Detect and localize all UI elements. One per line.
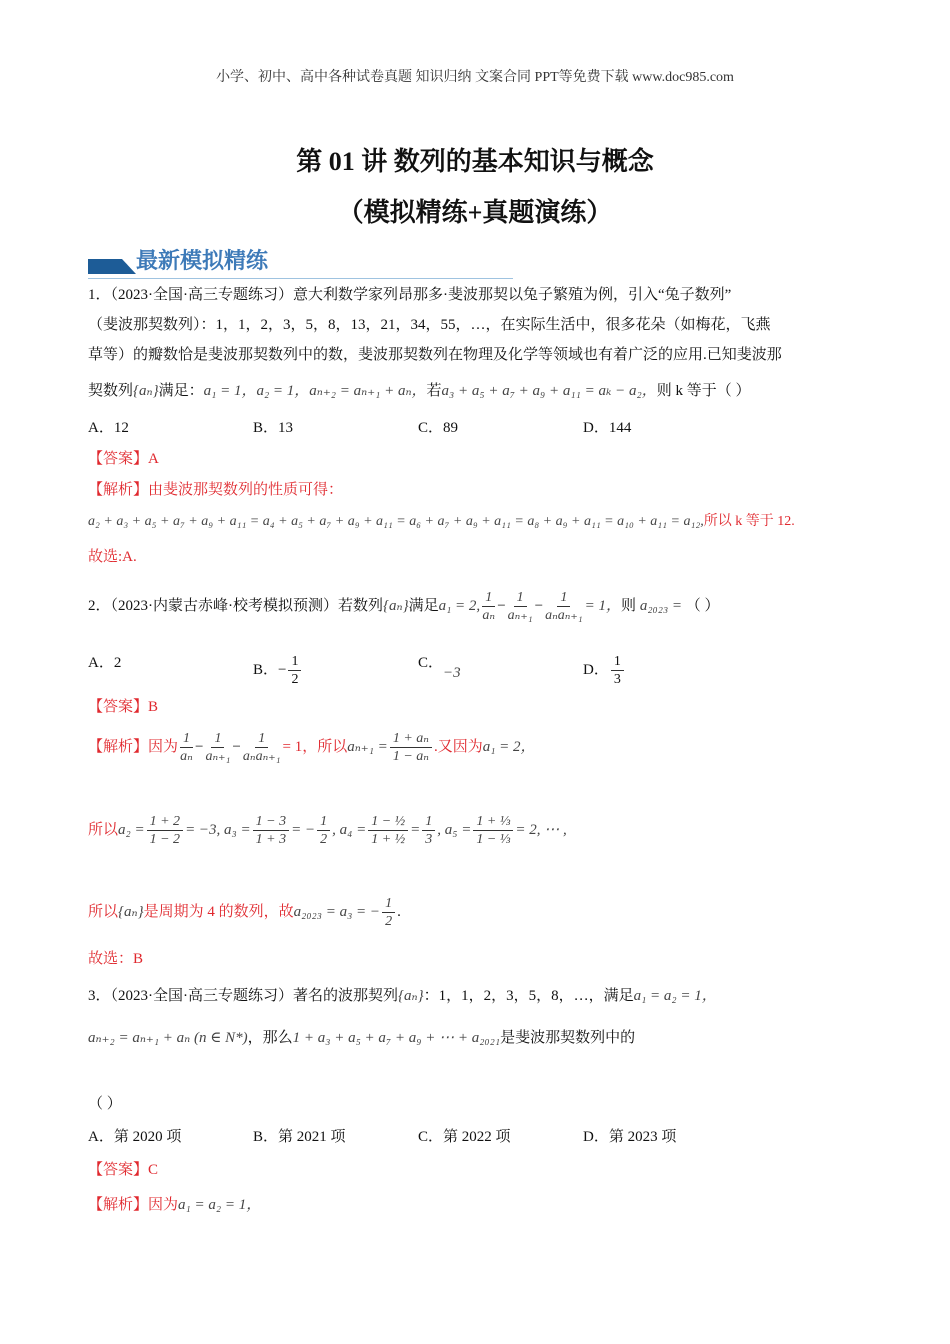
fraction [205,730,230,765]
math: a₁ = a₂ = 1， [633,988,717,1004]
q3-analysis [88,1195,261,1215]
fraction [253,813,289,848]
math: a₂ = [118,822,145,838]
num: 1 − 3 [253,813,289,831]
q1-line4 [88,381,751,401]
text: ：1，1，2，3，5，8，…，满足 [423,988,634,1004]
math: {aₙ} [383,598,409,614]
q3-answer: 【答案】C [88,1162,159,1178]
num: 1 [611,653,624,671]
num: 1 [514,589,527,607]
fraction [482,589,495,624]
q2-option-c [418,653,461,681]
text: .又因为 [433,739,483,755]
text: = 1，所以 [282,739,348,755]
label: D． [583,661,609,678]
q1-choose: 故选:A. [88,549,137,565]
text: 则 k 等于（ ） [656,383,751,399]
num: 1 [211,730,224,748]
den: aₙ [180,749,193,765]
num: 1 [382,895,395,913]
den: aₙ₊₁ [205,749,231,765]
text: 【解析】因为 [88,1197,179,1213]
den: 2 [291,672,299,687]
q2-analysis-1: 【解析】因为 $\frac{1}{\text{aₙ}}$ − $\frac{1}{\text{aₙ₊₁}}$ − 1 aₙaₙ₊₁ = 1，所以aₙ₊₁ = $\frac{\text{1 + aₙ}}{\text{1 − aₙ}}$ .又因为a₁ = 2， [88,731,536,765]
banner-block [88,259,122,274]
math: = [410,822,421,838]
value: −3 [443,665,461,681]
math: a₂₀₂₃ = a₃ = − [293,904,381,920]
den: aₙaₙ₊₁ [545,608,583,624]
math: = 1， [584,598,622,614]
q2-options [88,643,868,687]
text: 契数列 [88,383,134,399]
q3-option-b: B．第 2021 项 [253,1129,346,1145]
math: aₙ₊₂ = aₙ₊₁ + aₙ (n ∈ N*) [88,1030,248,1046]
q2-choose: 故选：B [88,951,144,967]
q3-option-c: C．第 2022 项 [418,1129,511,1145]
num: 1 [557,589,570,607]
fraction [180,730,193,765]
section-title: 最新模拟精练 [136,249,269,274]
q1-option-c: C．89 [418,420,459,436]
banner-triangle [122,259,136,274]
page-header: 小学、初中、高中各种试卷真题 知识归纳 文案合同 PPT等免费下载 www.doc985.com [216,70,734,85]
den: aₙ [482,608,496,624]
text: 满足 [408,598,439,614]
text: 若 [426,383,442,399]
fraction [390,730,432,765]
q1-option-d: D．144 [583,420,632,436]
q1-options [88,418,868,438]
den: 1 + 3 [255,832,287,848]
den: 1 − ⅓ [476,832,511,848]
math: , a₄ = [332,822,367,838]
q2-option-b [253,653,303,688]
text: 【解析】因为 [88,739,179,755]
den: 3 [425,832,433,848]
q1-analysis: 【解析】由斐波那契数列的性质可得： [88,482,344,498]
den: 1 + ½ [371,832,406,848]
math: = −3, a₃ = [185,822,251,838]
q3-option-a: A．第 2020 项 [88,1129,182,1145]
text: ，那么 [247,1030,293,1046]
math: 1 + a₃ + a₅ + a₇ + a₉ + ⋯ + a₂₀₂₁ [292,1030,501,1046]
fraction [473,813,513,848]
num: 1 + 2 [147,813,183,831]
den: aₙaₙ₊₁ [242,749,281,765]
text: 所以 [88,822,119,838]
lecture-subtitle: （模拟精练+真题演练） [337,198,613,227]
den: 2 [320,832,328,848]
q3-paren: （ ） [88,1096,122,1112]
text: 是斐波那契数列中的 [500,1030,636,1046]
num: 1 [422,813,435,831]
den: 1 − 2 [149,832,181,848]
num: 1 [180,730,193,748]
q1-option-b: B．13 [253,420,294,436]
math: aₙ₊₁ = [347,739,388,755]
q1-line1: 1．（2023·全国·高三专题练习）意大利数学家列昂那多·斐波那契以兔子繁殖为例，引入“兔子数列” [88,287,732,303]
fraction [147,813,183,848]
math: a₂₀₂₃ = [639,598,683,614]
q2-analysis-2 [88,810,567,850]
text: 满足： [158,383,204,399]
math: a₃ + a₅ + a₇ + a₉ + a₁₁ = aₖ − a₂， [441,383,657,399]
q3-line2 [88,1028,635,1048]
text: 所以 k 等于 12. [703,514,795,529]
math: a₁ = 2, [438,598,481,614]
den: aₙ₊₁ [507,608,533,624]
q3-option-d: D．第 2023 项 [583,1129,677,1145]
q1-line2: （斐波那契数列）：1，1，2，3，5，8，13，21，34，55，…，在实际生活中，很多花朵（如梅花，飞燕 [88,317,771,333]
q2-option-a: A．2 [88,655,122,671]
section-banner [88,249,513,279]
text: 是周期为 4 的数列，故 [143,904,294,920]
num: 1 [317,813,330,831]
num: 1 [255,730,268,748]
fraction [508,589,533,624]
math: = − [291,822,316,838]
fraction [382,895,395,930]
text: 2．（2023·内蒙古赤峰·校考模拟预测）若数列 [88,598,383,614]
text: 所以 [88,904,119,920]
math: a₁ = 2， [482,739,536,755]
math: a₁ = 1，a₂ = 1，aₙ₊₂ = aₙ₊₁ + aₙ， [203,383,427,399]
fraction [243,730,281,765]
fraction [611,653,624,688]
math: {aₙ} [398,988,424,1004]
math: a₂ + a₃ + a₅ + a₇ + a₉ + a₁₁ = a₄ + a₅ + a₇ + a₉ + a₁₁ = a₆ + a₇ + a₉ + a₁₁ = a₈ + a₉ + a₁₁ = a₁₀ + a₁₁ = a₁₂, [88,514,704,529]
fraction [368,813,408,848]
num: 1 − ½ [368,813,408,831]
q1-option-a: A．12 [88,420,129,436]
den: 1 − aₙ [392,749,429,765]
math: {aₙ} [133,383,159,399]
text: （ ） [685,598,720,614]
fraction [317,813,330,848]
q1-answer: 【答案】A [88,451,159,467]
lecture-title: 第 01 讲 数列的基本知识与概念 [296,147,654,176]
sign: − [278,661,287,678]
q2-answer: 【答案】B [88,699,159,715]
num: 1 [482,589,495,607]
den: 3 [613,672,621,687]
q1-line3: 草等）的瓣数恰是斐波那契数列中的数，斐波那契数列在物理及化学等领域也有着广泛的应用.已知斐波那 [88,347,782,363]
q2-stem: 2．（2023·内蒙古赤峰·校考模拟预测）若数列{aₙ}满足a₁ = 2, $\frac{1}{\text{aₙ}}$ − $\frac{1}{\text{aₙ₊₁}}$ − 1 aₙaₙ₊₁ = 1，则 a₂₀₂₃ = （ ） [88,590,720,624]
fraction [545,589,583,624]
label: B． [253,661,279,678]
math: {aₙ} [118,904,144,920]
fraction [288,653,301,688]
q3-options [88,1127,868,1147]
text: 3．（2023·全国·高三专题练习）著名的波那契列 [88,988,398,1004]
num: 1 + aₙ [390,730,432,748]
num: 1 + ⅓ [473,813,513,831]
q1-formula [88,512,795,532]
label: C． [418,655,444,671]
den: 2 [385,914,393,930]
q2-analysis-3 [88,892,401,932]
num: 1 [288,653,301,671]
text: . [397,904,401,920]
q2-option-d [583,653,626,688]
q3-line1 [88,986,717,1006]
math: a₁ = a₂ = 1， [178,1197,262,1213]
math: , a₅ = [437,822,472,838]
math: = 2, ⋯ , [515,822,567,838]
text: 则 [621,598,637,614]
fraction [422,813,435,848]
